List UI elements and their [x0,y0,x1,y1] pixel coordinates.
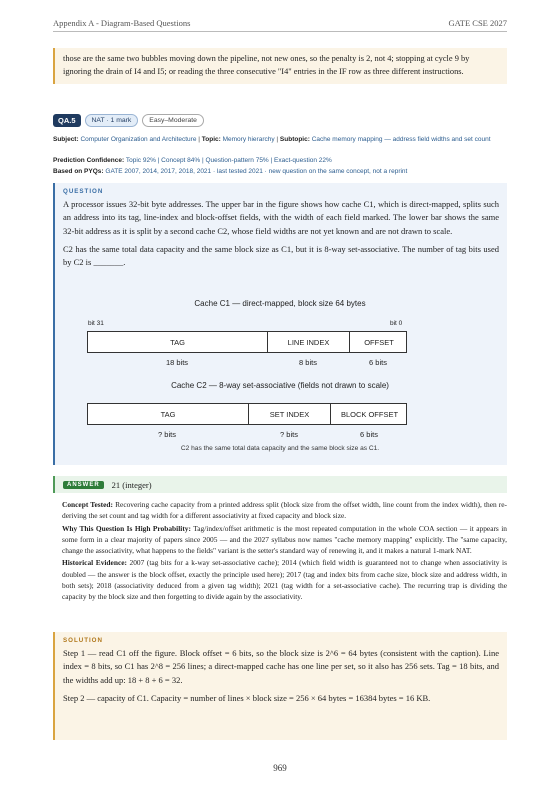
c1-field-index: LINE INDEX [268,332,350,352]
header-left: Appendix A - Diagram-Based Questions [53,18,191,28]
bit-low-label: bit 0 [390,320,403,327]
solution-box [53,632,507,740]
c2-title: Cache C2 — 8-way set-associative (fields not drawn to scale) [171,381,389,390]
confidence-value: Topic 92% | Concept 84% | Question-pattern 75% | Exact-question 22% [125,157,332,164]
explanation-block [62,499,507,603]
answer-label: ANSWER [63,481,104,489]
difficulty-badge: Easy–Moderate [142,114,204,127]
question-heading [53,114,204,127]
running-header [53,18,507,28]
subject-line: Subject: Computer Organization and Architecture | Topic: Memory hierarchy | Subtopic: Cache memory mapping — address field widths and set count [53,136,491,143]
question-text [63,198,499,269]
question-paragraph-2: C2 has the same total data capacity and the same block size as C1, but it is 8-way set-associative. The number of tag bits used by C2 is _______. [63,243,499,268]
c2-field-index: SET INDEX [249,404,331,424]
question-box [53,183,507,465]
c2-field-offset: BLOCK OFFSET [340,409,399,419]
c1-width-tag: 18 bits [165,358,189,367]
confidence-label: Prediction Confidence: [53,157,125,164]
c1-field-tag: TAG [88,332,268,352]
bit-high-label: bit 31 [88,320,104,327]
history-label: Historical Evidence: [62,558,127,568]
question-id: QA.5 [53,114,81,127]
pyqs-label: Based on PYQs: [53,168,104,175]
solution-step-1: Step 1 — read C1 off the figure. Block offset = 6 bits, so the block size is 2^6 = 64 bytes (consistent with the caption). Line index = 8 bits, so C1 has 2^8 = 256 lines; a direct-mapped cache has one line per set, so it also has 256 sets. Tag = 18 bits, and the widths add up: 18 + 8 + 6 = 32. [63,648,499,685]
history-paragraph [62,557,507,602]
question-section-label: QUESTION [63,188,104,195]
pyqs-value: GATE 2007, 2014, 2017, 2018, 2021 · last tested 2021 · new question on the same concept, not a reprint [105,168,408,175]
solution-text [63,647,499,705]
header-right: GATE CSE 2027 [448,18,507,28]
c2-width-offset: 6 bits [360,430,378,439]
c2-field-tag: TAG [88,404,249,424]
c1-width-offset: 6 bits [369,358,387,367]
c2-width-tag: ? bits [158,430,176,439]
solution-label: SOLUTION [63,637,103,644]
subject-label: Subject: [53,136,79,143]
subtopic-label: Subtopic: [279,136,310,143]
question-paragraph-1: A processor issues 32-bit byte addresses. The upper bar in the figure shows how cache C1, which is direct-mapped, splits such an address into its tag, line-index and block-offset fields, with the width of each field marked. The lower bar shows the same 32-bit address as it is split by a second cache C2, whose field widths are not yet known and are not drawn to scale. [63,199,499,236]
carryover-block: those are the same two bubbles moving down the pipeline, not new ones, so the penalty is 2, not 4; stopping at cycle 9 by ignoring the drain of I4 and I5; or reading the three consecutive "I4" entries in the IF row as three different instructions. [53,48,507,84]
why-paragraph [62,523,507,557]
question-type-badge: NAT · 1 mark [85,114,139,127]
answer-bar [53,476,507,493]
why-label: Why This Question Is High Probability: [62,523,191,533]
subject-value: Computer Organization and Architecture [80,136,197,143]
answer-value: 21 (integer) [111,479,152,490]
pyqs-line [53,167,507,176]
c1-title: Cache C1 — direct-mapped, block size 64 bytes [194,299,366,308]
topic-value: Memory hierarchy [222,136,275,143]
concept-label: Concept Tested: [62,500,113,509]
page-number: 969 [273,763,287,773]
solution-step-2: Step 2 — capacity of C1. Capacity = number of lines × block size = 256 × 64 bytes = 16384 bytes = 16 KB. [63,692,431,703]
c1-field-offset: OFFSET [364,337,394,347]
c1-width-index: 8 bits [299,358,317,367]
subtopic-value: Cache memory mapping — address field widths and set count [311,136,491,143]
concept-text: Recovering cache capacity from a printed address split (block size from the offset width, line count from the index width), then re-deriving the set count and tag width for a different associativity at fixed capacity and block size. [62,500,507,521]
concept-paragraph [62,499,507,522]
history-text: 2007 (tag bits for a k-way set-associative cache); 2014 (which field width is guaranteed not to change when associativity is doubled — the answer is the block offset, exactly the principle used here); 2017 (tag and index bits from cache size, block size and address width, in both sets); 2018 (associativity deduced from a given tag width); 2021 (tag width for a set-associative cache). The recurring trap is dividing the capacity by the block size and then forgetting to divide again by the associativity. [62,558,507,602]
header-rule [53,31,507,32]
confidence-line [53,156,507,165]
c2-width-index: ? bits [280,430,298,439]
why-text: Tag/index/offset arithmetic is the most repeated computation in the whole COA section — it appears in some form in a clear majority of papers since 2005 — and the 2027 syllabus now names "cache memory mapping" explicitly. The "same capacity, change the associativity, what happens to the fields" variant is the setter's standard way of renewing it, and it makes a natural 1-mark NAT. [62,523,507,556]
topic-label: Topic: [201,136,221,143]
figure-caption: C2 has the same total data capacity and the same block size as C1. [180,445,380,452]
